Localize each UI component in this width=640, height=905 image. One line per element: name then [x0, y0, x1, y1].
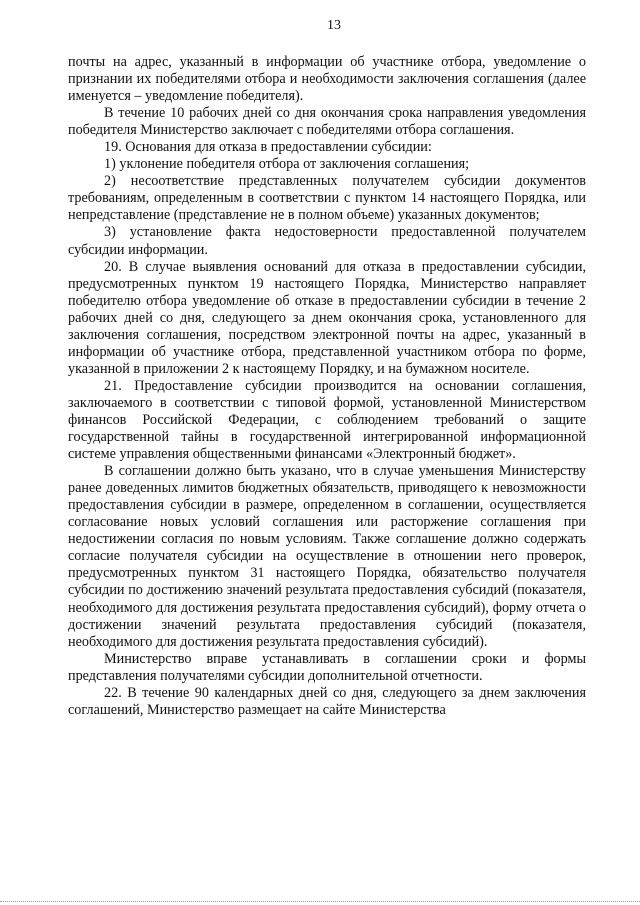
paragraph-continuation: почты на адрес, указанный в информации об участнике отбора, уведомление о признании их победителями отбора и необходимости заключения соглашения (далее именуется – уведомление победителя). [68, 54, 586, 105]
paragraph-signing-deadline: В течение 10 рабочих дней со дня окончания срока направления уведомления победителя Министерство заключает с победителями отбора соглашения. [68, 105, 586, 139]
paragraph-19-item-2: 2) несоответствие представленных получателем субсидии документов требованиям, определенным в соответствии с пунктом 14 настоящего Порядка, или непредставление (представление не в полном объеме) указанных документов; [68, 173, 586, 224]
paragraph-19-heading: 19. Основания для отказа в предоставлении субсидии: [104, 139, 432, 156]
paragraph-agreement-terms: В соглашении должно быть указано, что в случае уменьшения Министерству ранее доведенных лимитов бюджетных обязательств, приводящего к невозможности предоставления субсидии в размере, определенном в соглашении, осуществляется согласование новых условий соглашения или расторжение соглашения при недостижении согласия по новым условиям. Также соглашение должно содержать согласие получателя субсидии на осуществление в отношении него проверок, предусмотренных пунктом 31 настоящего Порядка, обязательство получателя субсидии по достижению значений результата предоставления субсидий (показателя, необходимого для достижения результата предоставления субсидий), форму отчета о достижении значений результата предоставления субсидий (показателя, необходимого для достижения результата предоставления субсидий). [68, 463, 586, 650]
paragraph-21: 21. Предоставление субсидии производится на основании соглашения, заключаемого в соответствии с типовой формой, установленной Министерством финансов Российской Федерации, с соблюдением требований о защите государственной тайны в государственной интегрированной информационной системе управления общественными финансами «Электронный бюджет». [68, 377, 586, 463]
paragraph-22: 22. В течение 90 календарных дней со дня, следующего за днем заключения соглашений, Министерство размещает на сайте Министерства [68, 684, 586, 718]
document-body [68, 54, 586, 719]
paragraph-20: 20. В случае выявления оснований для отказа в предоставлении субсидии, предусмотренных пунктом 19 настоящего Порядка, Министерство направляет победителю отбора уведомление об отказе в предоставлении субсидии в течение 2 рабочих дней со дня, следующего за днем окончания срока, установленного для заключения соглашения, посредством электронной почты на адрес, указанный в информации об участнике отбора, представленной участником отбора по форме, указанной в приложении 2 к настоящему Порядку, и на бумажном носителе. [68, 258, 586, 377]
paragraph-19-item-3: 3) установление факта недостоверности предоставленной получателем субсидии информации. [68, 224, 586, 258]
scan-bottom-edge [0, 901, 640, 903]
paragraph-19-item-1: 1) уклонение победителя отбора от заключения соглашения; [104, 156, 470, 173]
paragraph-additional-reporting: Министерство вправе устанавливать в соглашении сроки и формы представления получателями субсидии дополнительной отчетности. [68, 650, 586, 684]
page-number: 13 [327, 18, 341, 33]
